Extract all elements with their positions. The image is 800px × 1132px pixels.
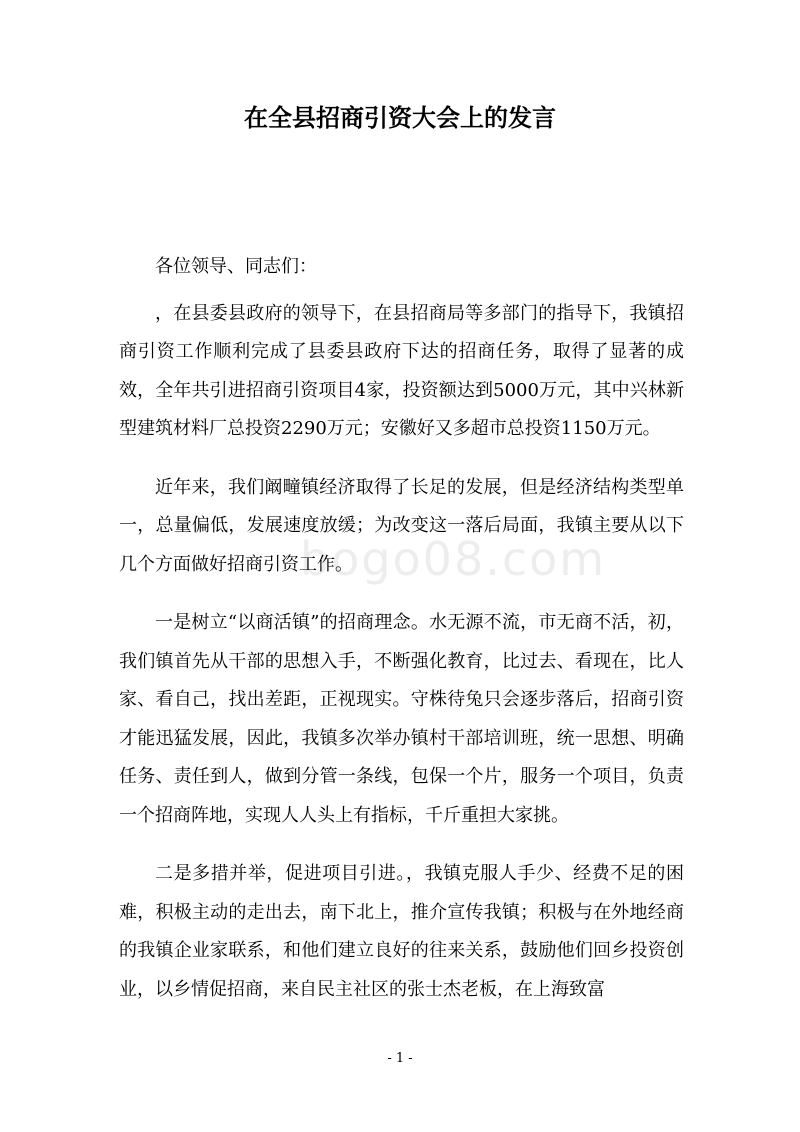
- body-paragraph: 二是多措并举，促进项目引进。，我镇克服人手少、经费不足的困难，积极主动的走出去，南下北上，推介宣传我镇；积极与在外地经商的我镇企业家联系，和他们建立良好的往来关系，鼓励他们回乡投资创业，以乡情促招商，来自民主社区的张士杰老板，在上海致富: [119, 863, 684, 1000]
- document-body: [119, 248, 684, 1029]
- body-paragraph: 近年来，我们阚疃镇经济取得了长足的发展，但是经济结构类型单一，总量偏低，发展速度放缓；为改变这一落后局面，我镇主要从以下几个方面做好招商引资工作。: [119, 476, 684, 575]
- salutation-paragraph: 各位领导、同志们：: [155, 256, 317, 277]
- document-title: 在全县招商引资大会上的发言: [244, 104, 556, 132]
- page-number: - 1 -: [387, 1051, 413, 1066]
- body-paragraph: 一是树立“以商活镇”的招商理念。水无源不流，市无商不活，初，我们镇首先从干部的思想入手，不断强化教育，比过去、看现在，比人家、看自己，找出差距，正视现实。守株待兔只会逐步落后，招商引资才能迅猛发展，因此，我镇多次举办镇村干部培训班，统一思想、明确任务、责任到人，做到分管一条线，包保一个片，服务一个项目，负责一个招商阵地，实现人人头上有指标，千斤重担大家挑。: [119, 612, 684, 826]
- body-paragraph: ，在县委县政府的领导下，在县招商局等多部门的指导下，我镇招商引资工作顺利完成了县委县政府下达的招商任务，取得了显著的成效，全年共引进招商引资项目4家，投资额达到5000万元，其中兴林新型建筑材料厂总投资2290万元；安徽好又多超市总投资1150万元。: [119, 302, 684, 439]
- watermark: bogo08.com: [300, 532, 607, 586]
